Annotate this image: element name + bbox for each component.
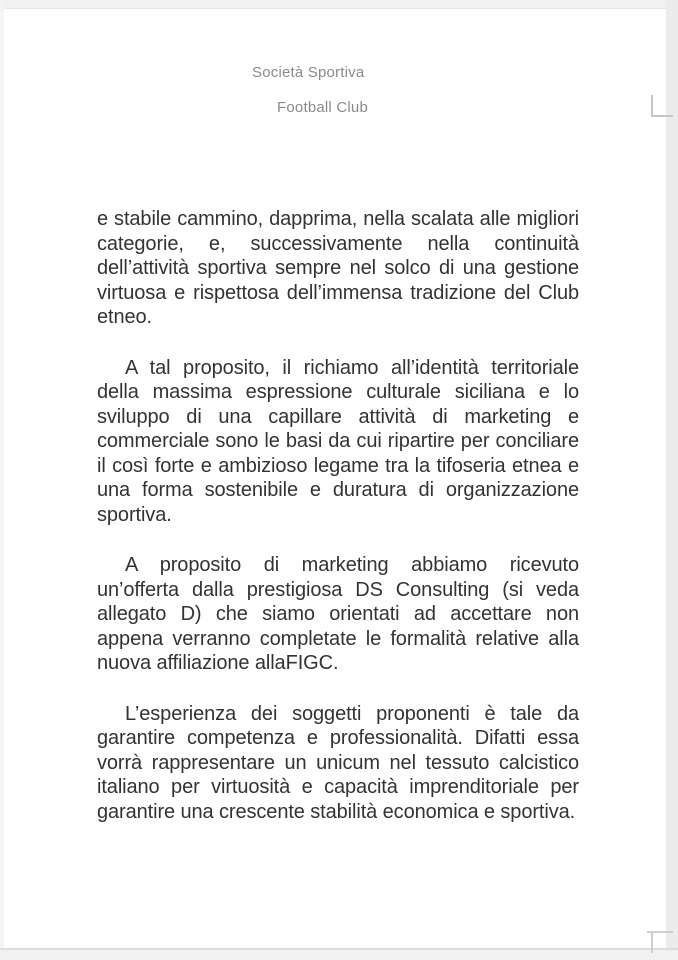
paragraph-4: L’esperienza dei soggetti proponenti è tale da garantire competenza e professionalità. Difatti essa vorrà rappresentare un unicum nel tessuto calcistico italiano per virtuosità e capacità imprenditoriale per garantire una crescente stabilità economica e sportiva. <box>97 702 579 823</box>
page-corner-mark-upper-right <box>651 95 673 117</box>
letterhead-subtitle: Football Club <box>277 99 368 116</box>
page-corner-mark-vertical <box>651 933 653 953</box>
document-body <box>97 207 579 850</box>
page-edge-top <box>0 0 678 9</box>
paragraph-2: A tal proposito, il richiamo all’identità territoriale della massima espressione culturale siciliana e lo sviluppo di una capillare attività di marketing e commerciale sono le basi da cui ripartire per conciliare il così forte e ambizioso legame tra la tifoseria etnea e una forma sostenibile e duratura di organizzazione sportiva. <box>97 356 579 526</box>
page-edge-right <box>666 0 678 960</box>
letterhead-company-name: Società Sportiva <box>252 64 365 81</box>
page-edge-bottom <box>0 948 678 960</box>
paragraph-3: A proposito di marketing abbiamo ricevuto un’offerta dalla prestigiosa DS Consulting (si veda allegato D) che siamo orientati ad accettare non appena verranno completate le formalità relative alla nuova affiliazione allaFIGC. <box>97 554 579 674</box>
page-edge-left <box>0 0 4 960</box>
paragraph-1: e stabile cammino, dapprima, nella scalata alle migliori categorie, e, successivamente nella continuità dell’attività sportiva sempre nel solco di una gestione virtuosa e rispettosa dell’immensa tradizione del Club etneo. <box>97 208 579 328</box>
page-corner-mark-bottom-right <box>647 931 673 953</box>
